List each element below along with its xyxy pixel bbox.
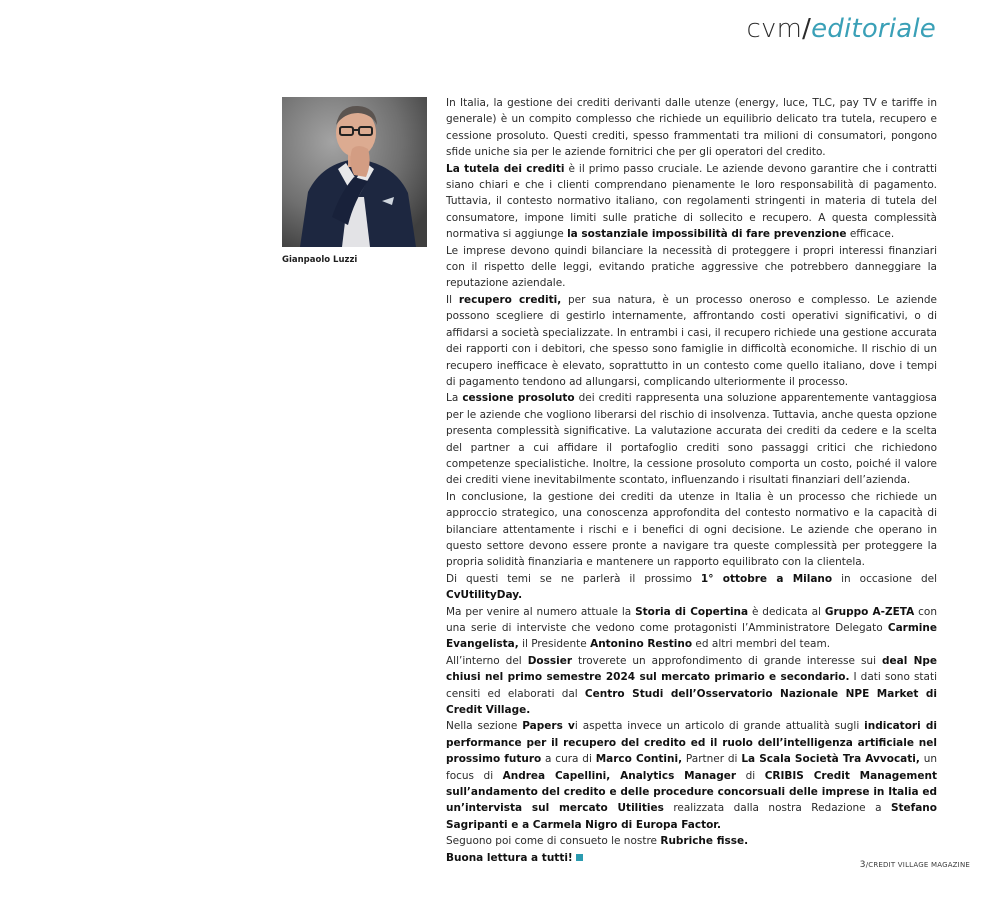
text-run: Nella sezione	[446, 720, 523, 733]
bold-text: cessione prosoluto	[462, 392, 575, 405]
footer-separator: /	[865, 861, 869, 869]
article-paragraph	[446, 161, 937, 243]
text-run: di	[736, 769, 765, 782]
section-header	[747, 14, 936, 44]
bold-text: La Scala Società Tra Avvocati,	[741, 753, 920, 766]
article-paragraph	[446, 95, 937, 161]
bold-text: Buona lettura a tutti!	[446, 851, 573, 864]
text-run: Il	[446, 293, 459, 306]
section-title: editoriale	[811, 14, 936, 44]
article-paragraph	[446, 653, 937, 719]
bold-text: indicatori di performance per il recupero del credito ed il ruolo dell’intelligenza artificiale nel prossimo futuro	[446, 720, 938, 766]
bold-text: Antonino Restino	[590, 638, 693, 651]
article-paragraph	[446, 390, 937, 488]
text-run: In Italia, la gestione dei crediti derivanti dalle utenze (energy, luce, TLC, pay TV e tariffe in generale) è un compito complesso che richiede un equilibrio delicato tra tutela, recupero e cessione prosoluto. Questi crediti, spesso frammentati tra milioni di consumatori, pongono sfide uniche sia per le aziende fornitrici che per gli operatori del credito.	[446, 97, 937, 159]
text-run: è dedicata al	[748, 605, 825, 618]
text-run: ed altri membri del team.	[692, 638, 831, 651]
author-photo	[282, 97, 427, 247]
text-run: efficace.	[846, 228, 895, 241]
page-number: 3	[859, 860, 866, 870]
bold-text: Rubriche fisse.	[660, 835, 749, 848]
page-footer	[860, 860, 970, 870]
bold-text: 1° ottobre a Milano	[700, 572, 833, 585]
article-paragraph	[446, 489, 937, 571]
magazine-brand: cvm	[746, 14, 803, 44]
photo-caption: Gianpaolo Luzzi	[282, 255, 358, 265]
bold-text: la sostanziale impossibilità di fare prevenzione	[567, 228, 847, 241]
text-run: per sua natura, è un processo oneroso e complesso. Le aziende possono scegliere di gestirlo internamente, affrontando costi operativi significativi, o di affidarsi a società specializzate. In entrambi i casi, il recupero richiede una gestione accurata dei rapporti con i debitori, che spesso sono famiglie in difficoltà economiche. Il rischio di un recupero inefficace è elevato, soprattutto in un contesto come quello italiano, dove i tempi di pagamento tendono ad allungarsi, complicando ulteriormente il processo.	[446, 293, 937, 388]
text-run: un focus di	[446, 753, 938, 782]
bold-text: Marco Contini,	[595, 753, 683, 766]
text-run: troverete un approfondimento di grande interesse sui	[572, 654, 882, 667]
text-run: in occasione del	[832, 572, 937, 585]
text-run: il Presidente	[518, 638, 591, 651]
article-paragraph	[446, 243, 937, 292]
text-run: i aspetta invece un articolo di grande attualità sugli	[574, 720, 865, 733]
text-run: Partner di	[682, 753, 742, 766]
text-run: con una serie di interviste che vedono come protagonisti l’Amministratore Delegato	[446, 605, 937, 634]
bold-text: recupero crediti,	[458, 293, 562, 306]
bold-text: Dossier	[527, 654, 573, 667]
magazine-name: CREDIT VILLAGE MAGAZINE	[868, 861, 970, 869]
text-run: dei crediti rappresenta una soluzione apparentemente vantaggiosa per le aziende che vogliono liberarsi del rischio di insolvenza. Tuttavia, anche questa opzione presenta complessità significative. La valutazione accurata dei crediti da cedere e la scelta del partner a cui affidare il portafoglio crediti sono passaggi critici che richiedono competenze specialistiche. Inoltre, la cessione prosoluto comporta un costo, poiché il valore dei crediti viene inevitabilmente scontato, influenzando i risultati finanziari dell’azienda.	[446, 392, 937, 487]
bold-text: Stefano Sagripanti e a Carmela Nigro di Europa Factor.	[446, 802, 937, 831]
bold-text: Papers v	[522, 720, 575, 733]
text-run: a cura di	[541, 753, 596, 766]
text-run: Ma per venire al numero attuale la	[446, 605, 636, 618]
bold-text: Centro Studi dell’Osservatorio Nazionale NPE Market di Credit Village.	[446, 687, 937, 717]
text-run: Seguono poi come di consueto le nostre	[446, 835, 661, 848]
editorial-article	[446, 95, 937, 866]
bold-text: Storia di Copertina	[635, 605, 749, 618]
text-run: Di questi temi se ne parlerà il prossimo	[446, 572, 701, 585]
bold-text: La tutela dei crediti	[446, 162, 565, 175]
text-run: All’interno del	[446, 654, 528, 667]
text-run: realizzata dalla nostra Redazione a	[663, 802, 891, 815]
header-separator: /	[802, 14, 812, 44]
bold-text: CRIBIS Credit Management sull’andamento del credito e delle procedure concorsuali delle imprese in Italia ed un’intervista sul mercato Utilities	[446, 769, 937, 815]
article-paragraph	[446, 604, 937, 653]
text-run: La	[446, 392, 463, 405]
end-mark-icon	[576, 854, 583, 861]
text-run: è il primo passo cruciale. Le aziende devono garantire che i contratti siano chiari e che i clienti comprendano pienamente le loro responsabilità di pagamento. Tuttavia, il contesto normativo italiano, con regolamenti stringenti in materia di tutela del consumatore, impone limiti sulle pratiche di sollecito e recupero. A questa complessità normativa si aggiunge	[446, 162, 938, 241]
bold-text: Carmine Evangelista,	[446, 622, 937, 651]
bold-text: deal Npe chiusi nel primo semestre 2024 sul mercato primario e secondario.	[446, 654, 938, 684]
text-run: I dati sono stati censiti ed elaborati dal	[446, 671, 937, 700]
article-paragraph	[446, 833, 937, 849]
text-run: In conclusione, la gestione dei crediti da utenze in Italia è un processo che richiede un approccio strategico, una conoscenza approfondita del contesto normativo e la capacità di bilanciare attentamente i rischi e i benefici di ogni decisione. Le aziende che operano in questo settore devono essere pronte a navigare tra queste complessità per proteggere la propria solidità finanziaria e mantenere un rapporto equilibrato con la clientela.	[446, 490, 937, 569]
bold-text: Gruppo A-ZETA	[824, 605, 915, 618]
article-paragraph	[446, 718, 937, 833]
bold-text: Andrea Capellini, Analytics Manager	[502, 769, 737, 782]
bold-text: CvUtilityDay.	[446, 589, 523, 602]
text-run: Le imprese devono quindi bilanciare la necessità di proteggere i propri interessi finanziari con il rispetto delle leggi, evitando pratiche aggressive che potrebbero danneggiare la reputazione aziendale.	[446, 244, 937, 290]
portrait-illustration	[282, 97, 427, 247]
article-paragraph	[446, 292, 937, 390]
article-paragraph	[446, 571, 937, 604]
